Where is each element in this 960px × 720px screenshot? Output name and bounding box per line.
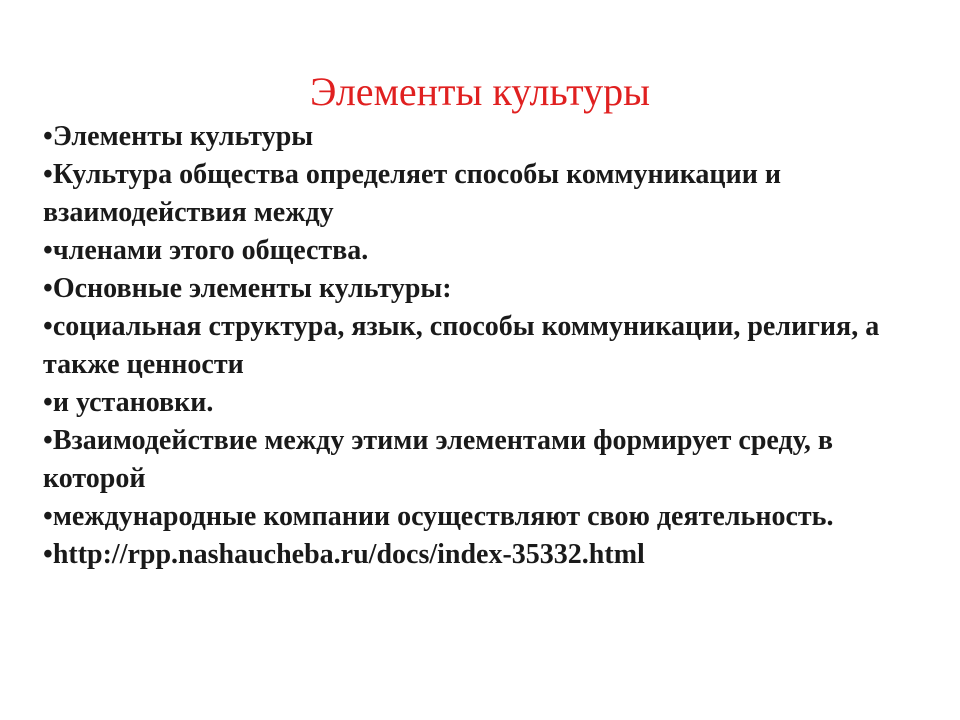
bullet-item [43,232,923,270]
bullet-text: и установки. [52,387,214,418]
bullet-text: Элементы культуры [52,121,314,152]
bullet-icon: • [43,387,53,418]
bullet-list [43,118,923,574]
bullet-icon: • [43,501,53,532]
slide-title: Элементы культуры [309,69,651,114]
bullet-item [43,118,923,156]
bullet-icon: • [43,121,53,152]
bullet-item [43,156,923,232]
bullet-icon: • [43,273,53,304]
bullet-icon: • [43,539,53,570]
bullet-icon: • [43,425,53,456]
bullet-text: Взаимодействие между этими элементами формирует среду, в которой [43,425,833,494]
bullet-text: Основные элементы культуры: [52,273,452,304]
bullet-icon: • [43,311,53,342]
bullet-text: международные компании осуществляют свою деятельность. [52,501,834,532]
bullet-item [43,270,923,308]
bullet-text: Культура общества определяет способы коммуникации и взаимодействия между [43,159,781,228]
source-link[interactable]: http://rpp.nashaucheba.ru/docs/index-35332.html [52,539,645,570]
bullet-icon: • [43,235,53,266]
bullet-icon: • [43,159,53,190]
bullet-item [43,536,923,574]
bullet-item [43,308,923,384]
bullet-item [43,384,923,422]
bullet-item [43,422,923,498]
bullet-text: социальная структура, язык, способы коммуникации, религия, а также ценности [43,311,880,380]
bullet-item [43,498,923,536]
bullet-text: членами этого общества. [52,235,369,266]
